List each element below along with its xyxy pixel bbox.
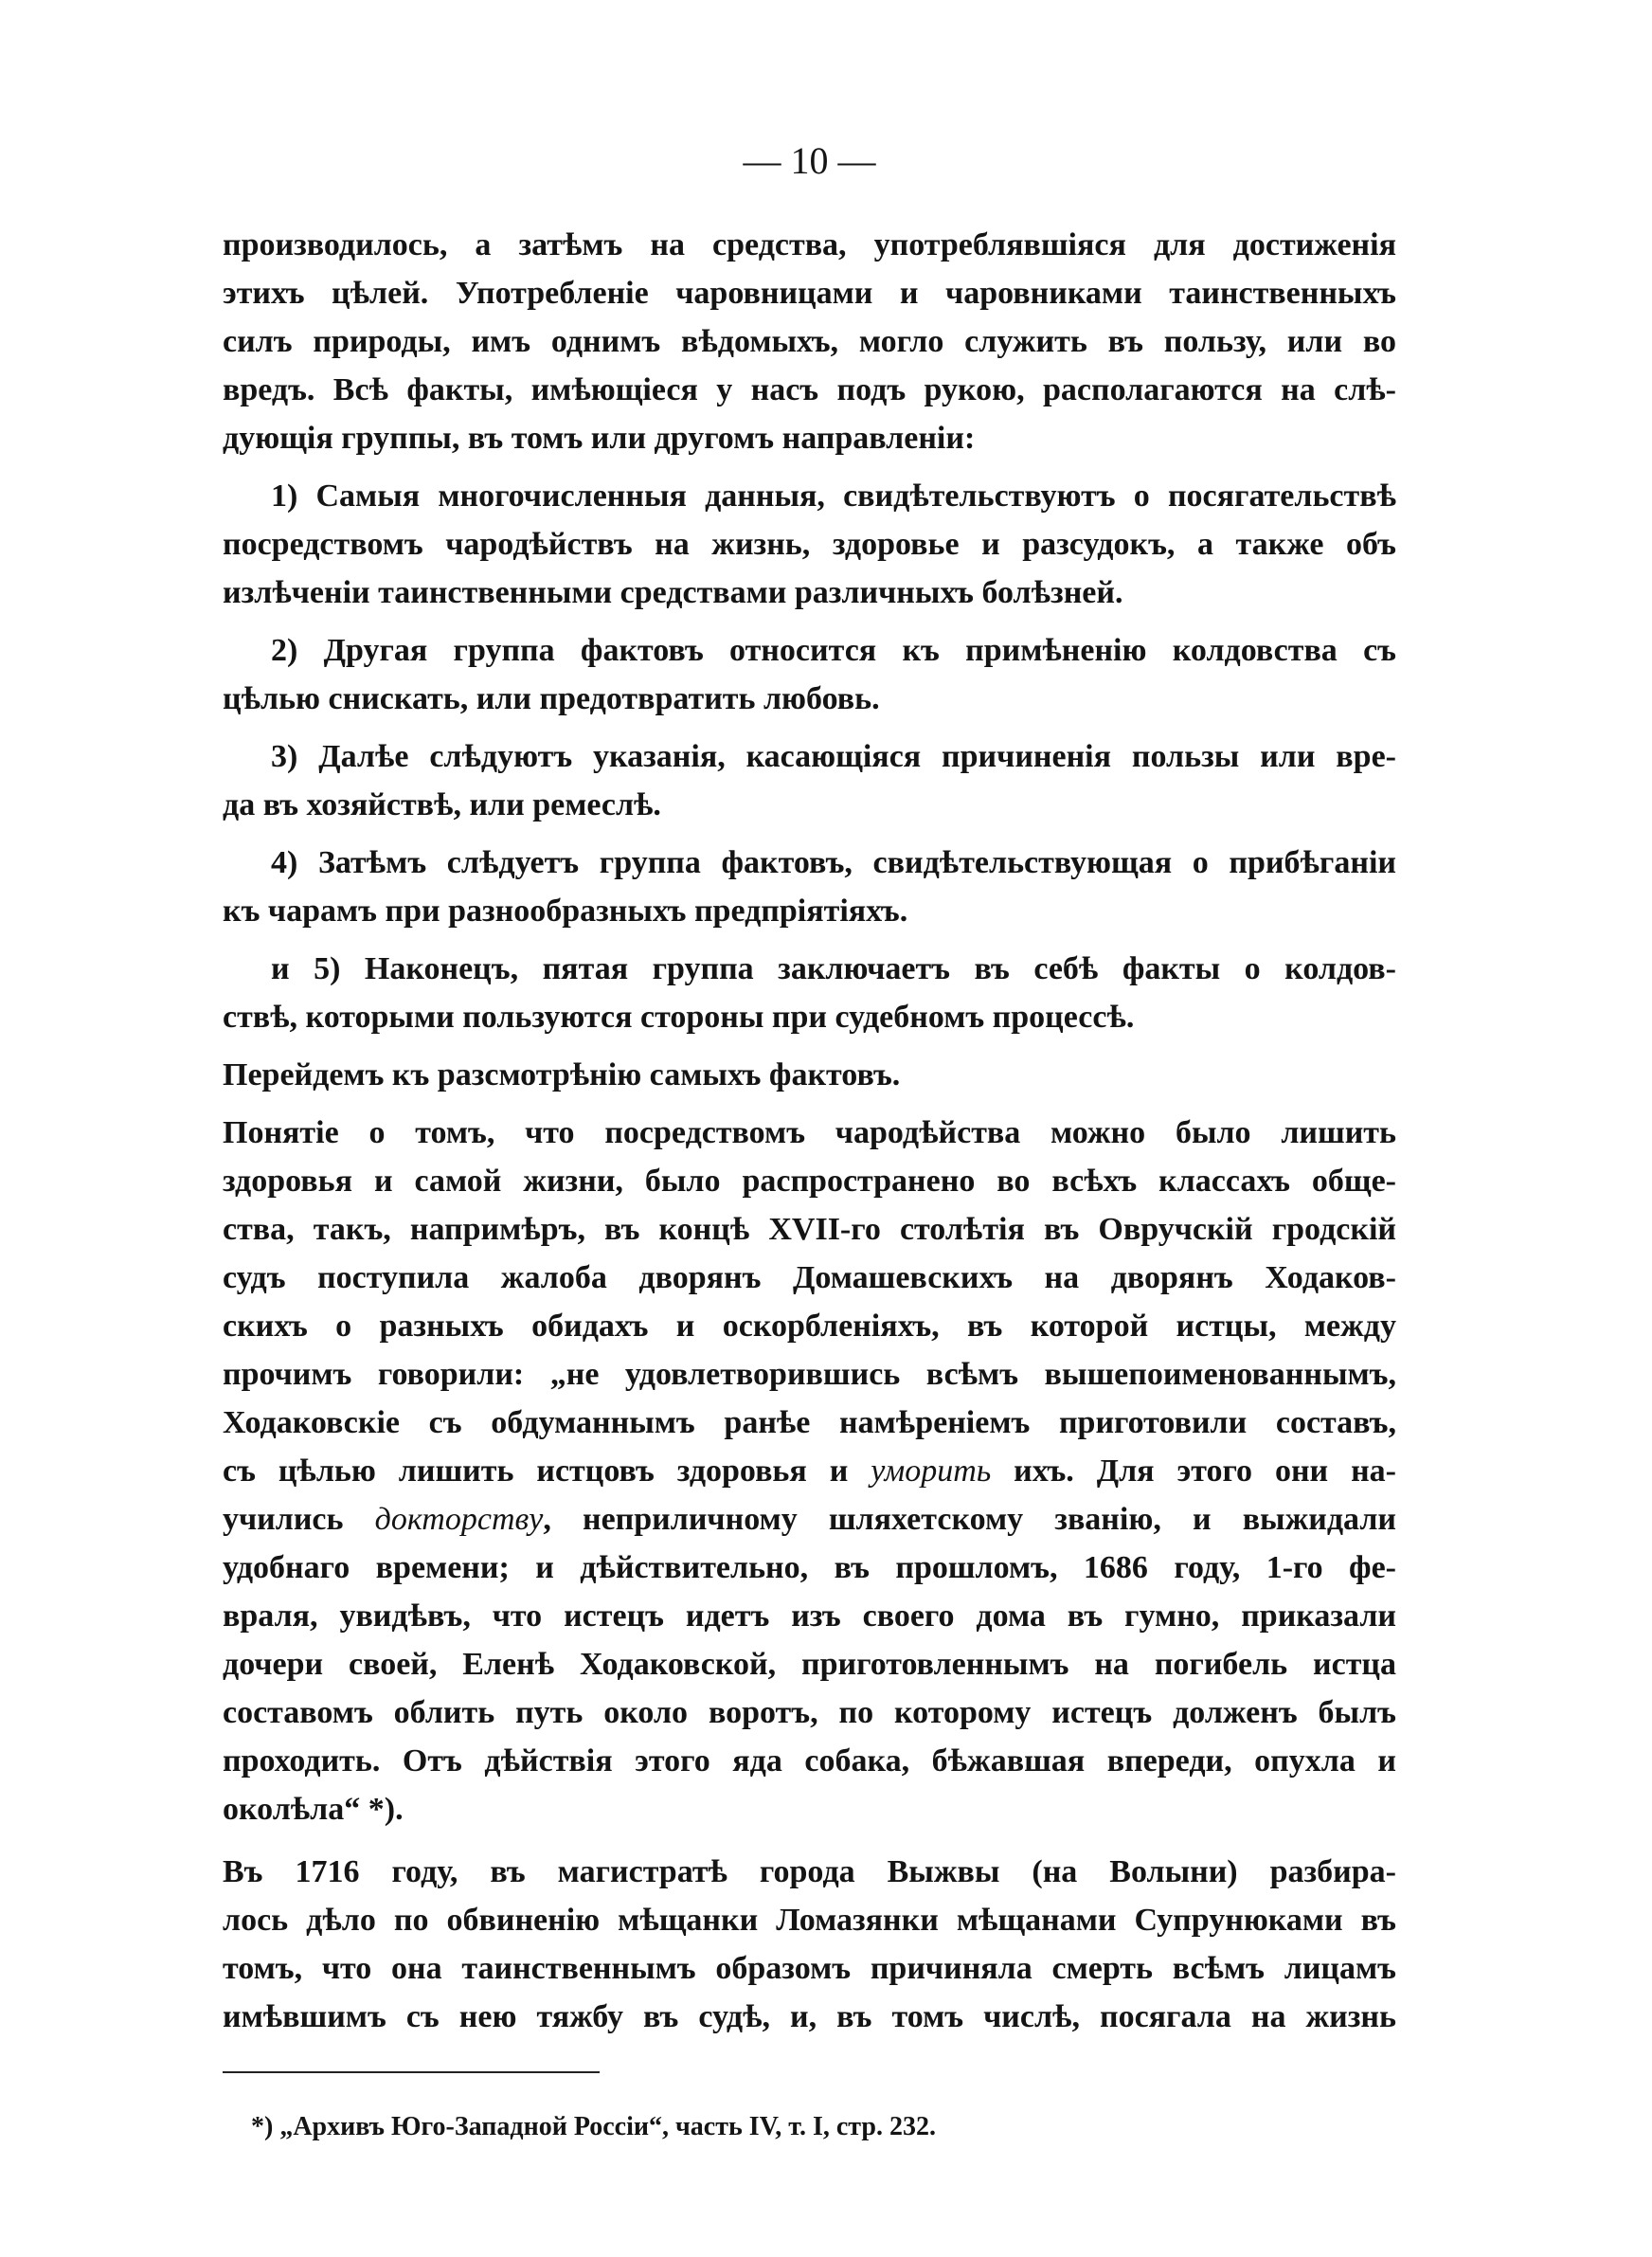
text-line: этихъ цѣлей. Употребленіе чаровницами и чаровниками таинственныхъ <box>223 276 1396 311</box>
text-line: къ чарамъ при разнообразныхъ предпріятіяхъ. <box>223 894 908 929</box>
list-item-4 <box>223 839 1396 935</box>
text-line: скихъ о разныхъ обидахъ и оскорбленіяхъ, въ которой истцы, между <box>223 1309 1396 1344</box>
text-segment: съ цѣлью лишить истцовъ здоровья и <box>223 1454 871 1489</box>
footnote-rule <box>223 2071 600 2073</box>
text-line <box>223 1495 1396 1544</box>
text-line: посредствомъ чародѣйствъ на жизнь, здоровье и разсудокъ, а также объ <box>223 527 1396 562</box>
list-item-5 <box>223 945 1396 1041</box>
text-line: ства, такъ, напримѣръ, въ концѣ XVII-го столѣтія въ Овручскій гродскій <box>223 1212 1396 1247</box>
text-line: составомъ облить путь около воротъ, по которому истецъ долженъ былъ <box>223 1695 1396 1730</box>
italic-word: уморить <box>871 1454 992 1489</box>
page-body <box>223 221 1396 2041</box>
text-line <box>223 1447 1396 1495</box>
text-line: ствѣ, которыми пользуются стороны при судебномъ процессѣ. <box>223 1000 1135 1035</box>
text-line: враля, увидѣвъ, что истецъ идетъ изъ своего дома въ гумно, приказали <box>223 1598 1396 1634</box>
text-line: и 5) Наконецъ, пятая группа заключаетъ въ себѣ факты о колдов- <box>271 951 1396 986</box>
text-line: удобнаго времени; и дѣйствительно, въ прошломъ, 1686 году, 1-го фе- <box>223 1550 1396 1585</box>
text-line: имѣвшимъ съ нею тяжбу въ судѣ, и, въ томъ числѣ, посягала на жизнь <box>223 1999 1396 2034</box>
text-segment: учились <box>223 1502 375 1537</box>
text-line: 1) Самыя многочисленныя данныя, свидѣтельствуютъ о посягательствѣ <box>271 478 1396 514</box>
text-line: дующія группы, въ томъ или другомъ направленіи: <box>223 421 976 456</box>
text-line: томъ, что она таинственнымъ образомъ причиняла смерть всѣмъ лицамъ <box>223 1951 1396 1986</box>
text-line: цѣлью снискать, или предотвратить любовь. <box>223 681 880 716</box>
list-item-1 <box>223 472 1396 617</box>
paragraph-khodakovski-case <box>223 1109 1396 1833</box>
text-line: Понятіе о томъ, что посредствомъ чародѣйства можно было лишить <box>223 1115 1396 1150</box>
text-line: да въ хозяйствѣ, или ремеслѣ. <box>223 787 661 822</box>
page-number: — 10 — <box>743 139 876 182</box>
text-segment: , неприличному шляхетскому званію, и выжидали <box>543 1502 1397 1537</box>
text-line: здоровья и самой жизни, было распространено во всѣхъ классахъ обще- <box>223 1164 1396 1199</box>
text-line: проходить. Отъ дѣйствія этого яда собака, бѣжавшая впереди, опухла и <box>223 1743 1396 1779</box>
list-item-3 <box>223 732 1396 829</box>
text-line: Перейдемъ къ разсмотрѣнію самыхъ фактовъ. <box>223 1057 901 1092</box>
text-line: 3) Далѣе слѣдуютъ указанія, касающіяся причиненія пользы или вре- <box>271 739 1396 774</box>
text-line: силъ природы, имъ однимъ вѣдомыхъ, могло служить въ пользу, или во <box>223 324 1396 359</box>
paragraph-lomazyanka-case <box>223 1848 1396 2041</box>
text-line: прочимъ говорили: „не удовлетворившись всѣмъ вышепоименованнымъ, <box>223 1357 1396 1392</box>
footnote: *) „Архивъ Юго-Западной Россіи“, часть IV, т. I, стр. 232. <box>251 2112 936 2141</box>
text-line: 2) Другая группа фактовъ относится къ примѣненію колдовства съ <box>271 633 1396 668</box>
paragraph-continuation <box>223 221 1396 462</box>
text-line: излѣченіи таинственными средствами различныхъ болѣзней. <box>223 575 1123 610</box>
text-line: лось дѣло по обвиненію мѣщанки Ломазянки мѣщанами Супрунюками въ <box>223 1903 1396 1938</box>
text-line: Въ 1716 году, въ магистратѣ города Выжвы (на Волыни) разбира- <box>223 1854 1396 1889</box>
italic-word: докторству <box>374 1502 544 1537</box>
text-line: Ходаковскіе съ обдуманнымъ ранѣе намѣреніемъ приготовили составъ, <box>223 1405 1396 1440</box>
paragraph-transition <box>223 1051 1396 1099</box>
text-segment: ихъ. Для этого они на- <box>991 1454 1396 1489</box>
text-line: дочери своей, Еленѣ Ходаковской, приготовленнымъ на погибель истца <box>223 1647 1396 1682</box>
text-line: вредъ. Всѣ факты, имѣющіеся у насъ подъ рукою, располагаются на слѣ- <box>223 372 1396 407</box>
text-line: судъ поступила жалоба дворянъ Домашевскихъ на дворянъ Ходаков- <box>223 1260 1396 1295</box>
text-line: производилось, а затѣмъ на средства, употреблявшіяся для достиженія <box>223 227 1396 262</box>
text-line: 4) Затѣмъ слѣдуетъ группа фактовъ, свидѣтельствующая о прибѣганіи <box>271 845 1396 880</box>
text-line: околѣла“ *). <box>223 1792 404 1827</box>
list-item-2 <box>223 626 1396 723</box>
